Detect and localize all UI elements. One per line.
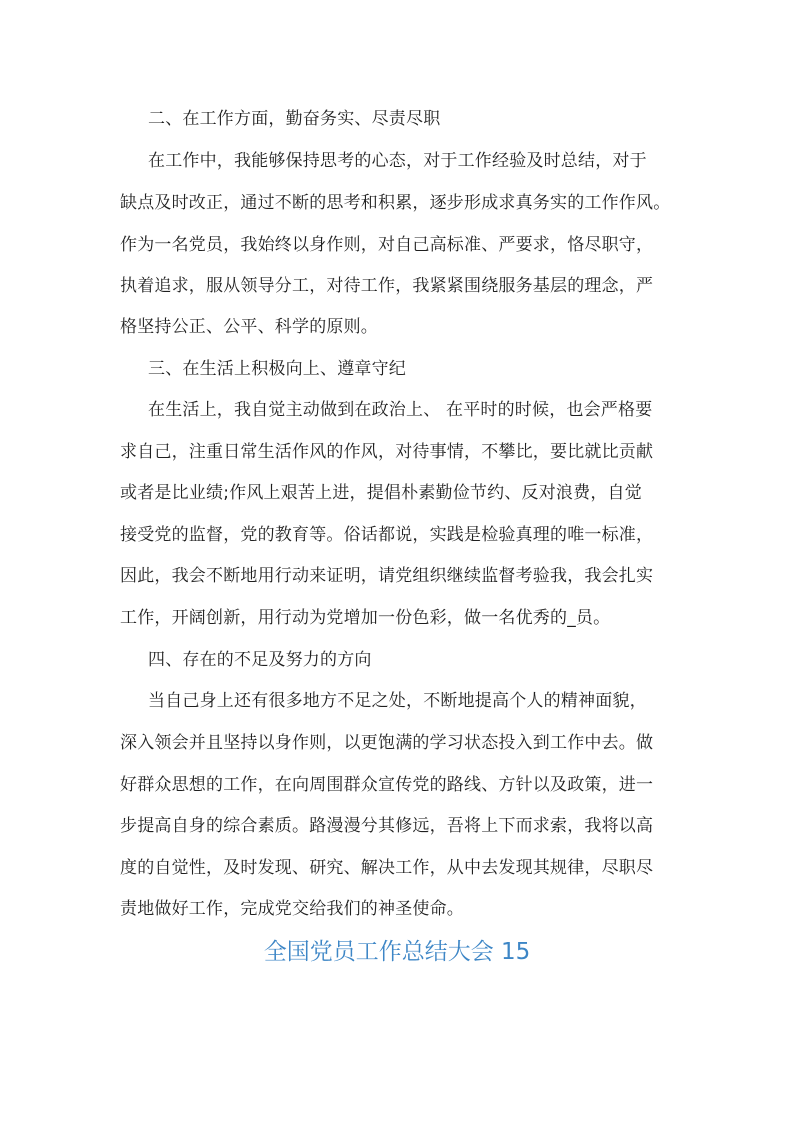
next-article-title[interactable]: 全国党员工作总结大会 15 — [263, 939, 531, 965]
paragraph-line: 作为一名党员，我始终以身作则，对自己高标准、严要求，恪尽职守， — [120, 235, 654, 255]
section-heading-shortcomings: 四、存在的不足及努力的方向 — [148, 650, 372, 670]
paragraph-line: 好群众思想的工作，在向周围群众宣传党的路线、方针以及政策，进一 — [120, 775, 654, 795]
paragraph-line: 工作，开阔创新，用行动为党增加一份色彩，做一名优秀的_员。 — [120, 608, 611, 628]
paragraph-line: 执着追求，服从领导分工，对待工作，我紧紧围绕服务基层的理念，严 — [120, 276, 654, 296]
paragraph-line: 责地做好工作，完成党交给我们的神圣使命。 — [120, 899, 464, 919]
paragraph-line: 当自己身上还有很多地方不足之处，不断地提高个人的精神面貌， — [148, 691, 647, 711]
paragraph-line: 深入领会并且坚持以身作则，以更饱满的学习状态投入到工作中去。做 — [120, 733, 654, 753]
paragraph-line: 在生活上，我自觉主动做到在政治上、 在平时的时候，也会严格要 — [148, 400, 653, 420]
section-heading-work: 二、在工作方面，勤奋务实、尽责尽职 — [148, 109, 441, 129]
paragraph-line: 格坚持公正、公平、科学的原则。 — [120, 317, 378, 337]
paragraph-line: 在工作中，我能够保持思考的心态，对于工作经验及时总结，对于 — [148, 151, 647, 171]
paragraph-line: 度的自觉性，及时发现、研究、解决工作，从中去发现其规律，尽职尽 — [120, 858, 654, 878]
paragraph-line: 因此，我会不断地用行动来证明，请党组织继续监督考验我，我会扎实 — [120, 566, 654, 586]
paragraph-line: 求自己，注重日常生活作风的作风，对待事情，不攀比，要比就比贡献 — [120, 442, 654, 462]
paragraph-line: 接受党的监督，党的教育等。俗话都说，实践是检验真理的唯一标准， — [120, 525, 654, 545]
paragraph-line: 步提高自身的综合素质。路漫漫兮其修远，吾将上下而求索，我将以高 — [120, 816, 654, 836]
section-heading-life: 三、在生活上积极向上、遵章守纪 — [148, 359, 406, 379]
paragraph-line: 缺点及时改正，通过不断的思考和积累，逐步形成求真务实的工作作风。 — [120, 193, 671, 213]
paragraph-line: 或者是比业绩;作风上艰苦上进，提倡朴素勤俭节约、反对浪费，自觉 — [120, 483, 642, 503]
